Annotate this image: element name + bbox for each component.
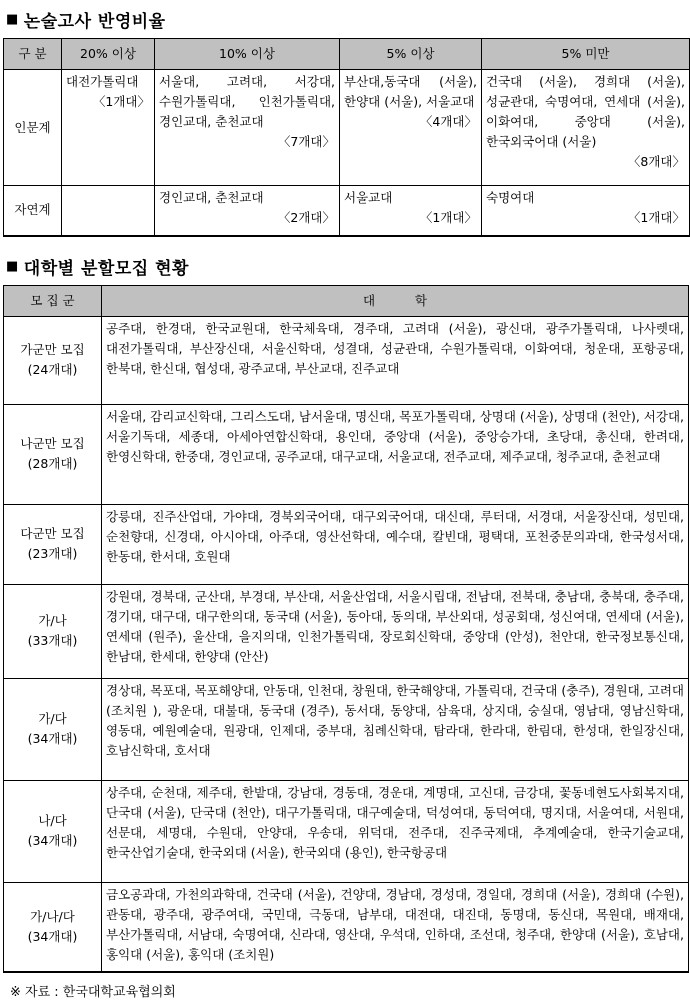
table-row-sciences <box>4 186 690 236</box>
recruit-group-cell <box>4 316 102 404</box>
cell-humanities-10pct <box>155 70 340 186</box>
recruit-group-cell <box>4 882 102 972</box>
col-header-20pct: 20% 이상 <box>62 39 155 70</box>
group-count: (23개대) <box>27 546 78 561</box>
recruit-group-cell <box>4 504 102 584</box>
universities-cell: 강원대, 경북대, 군산대, 부경대, 부산대, 서울산업대, 서울시립대, 전남대, 전북대, 충남대, 충북대, 충주대, 경기대, 대구대, 대구한의대, 동국대 (서울), 동아대, 동의대, 부산외대, 성공회대, 성신여대, 연세대 (서울), 연세대 (원주), 울산대, 을지의대, 인천가톨릭대, 장로회신학대, 중앙대 (안성), 천안대, 한국정보통신대, 한남대, 한세대, 한양대 (안산) <box>102 584 689 678</box>
university-count: 〈1개대〉 <box>627 210 685 225</box>
cell-humanities-20pct <box>62 70 155 186</box>
col-header-5pct-under: 5% 미만 <box>482 39 690 70</box>
split-recruitment-table <box>3 285 689 974</box>
table-row-humanities <box>4 70 690 186</box>
col-header-5pct-over: 5% 이상 <box>340 39 482 70</box>
section2-title-text: 대학별 분할모집 현황 <box>23 258 189 279</box>
cell-sciences-20pct <box>62 186 155 236</box>
source-note: ※ 자료 : 한국대학교육협의회 <box>10 985 176 1000</box>
group-count: (33개대) <box>27 633 78 648</box>
group-count: (34개대) <box>27 833 78 848</box>
recruit-group-cell <box>4 584 102 678</box>
section-spacer <box>2 237 688 251</box>
university-count: 〈1개대〉 <box>419 210 477 225</box>
universities-cell: 공주대, 한경대, 한국교원대, 한국체육대, 경주대, 고려대 (서울), 광신대, 광주가톨릭대, 나사렛대, 대전가톨릭대, 부산장신대, 서울신학대, 성결대, 성균관대, 수원가톨릭대, 이화여대, 청운대, 포항공대, 한북대, 한신대, 협성대, 광주교대, 부산교대, 진주교대 <box>102 316 689 404</box>
square-bullet-icon: ■ <box>6 258 19 274</box>
group-name: 다군만 모집 <box>20 526 85 541</box>
recruit-group-cell <box>4 780 102 882</box>
row-label-sciences: 자연계 <box>4 186 62 236</box>
university-count: 〈7개대〉 <box>277 134 335 149</box>
university-list: 서울교대 <box>344 190 393 205</box>
group-count: (34개대) <box>27 731 78 746</box>
university-list: 부산대,동국대 (서울), 한양대 (서울), 서울교대 <box>344 74 477 109</box>
essay-ratio-table <box>3 38 690 237</box>
group-name: 가/나 <box>38 613 67 628</box>
group-name: 나/다 <box>38 813 67 828</box>
table-row-ga-na-da <box>4 882 689 972</box>
col-header-category: 구 분 <box>4 39 62 70</box>
group-name: 가/나/다 <box>30 908 75 924</box>
table-row-ga-only <box>4 316 689 404</box>
university-list: 건국대 (서울), 경희대 (서울), 성균관대, 숙명여대, 연세대 (서울), 이화여대, 중앙대 (서울), 한국외국어대 (서울) <box>486 74 685 149</box>
row-label-humanities: 인문계 <box>4 70 62 186</box>
university-count: 〈4개대〉 <box>419 114 477 129</box>
table-row-ga-da <box>4 678 689 780</box>
essay-ratio-header-row <box>4 39 690 70</box>
university-count: 〈2개대〉 <box>277 210 335 225</box>
section-title-essay-ratio <box>6 7 688 32</box>
university-list: 대전가톨릭대 <box>66 74 139 89</box>
universities-cell: 금오공과대, 가천의과학대, 건국대 (서울), 건양대, 경남대, 경성대, 경일대, 경희대 (서울), 경희대 (수원), 관동대, 광주대, 광주여대, 국민대, 극동대, 남부대, 대전대, 대진대, 동명대, 동신대, 목원대, 배재대, 부산가톨릭대, 서남대, 숙명여대, 신라대, 영산대, 우석대, 인하대, 조선대, 청주대, 한양대 (서울), 호남대, 홍익대 (서울), 홍익대 (조치원) <box>102 882 689 972</box>
cell-sciences-5pct-under <box>482 186 690 236</box>
split-recruitment-header-row <box>4 285 689 316</box>
col-header-group: 모 집 군 <box>4 285 102 316</box>
table-row-da-only <box>4 504 689 584</box>
table-row-ga-na <box>4 584 689 678</box>
university-list: 숙명여대 <box>486 190 535 205</box>
recruit-group-cell <box>4 404 102 504</box>
university-list: 서울대, 고려대, 서강대, 수원가톨릭대, 인천가톨릭대, 경인교대, 춘천교대 <box>159 74 335 129</box>
group-count: (34개대) <box>27 928 78 944</box>
group-name: 나군만 모집 <box>20 436 85 451</box>
cell-sciences-5pct-over <box>340 186 482 236</box>
square-bullet-icon: ■ <box>6 12 19 27</box>
universities-cell: 서울대, 감리교신학대, 그리스도대, 남서울대, 명신대, 목포가톨릭대, 상명대 (서울), 상명대 (천안), 서강대, 서울기독대, 세종대, 아세아연합신학대, 용인대, 중앙대 (서울), 중앙승가대, 초당대, 총신대, 한려대, 한영신학대, 한중대, 경인교대, 공주교대, 대구교대, 서울교대, 전주교대, 제주교대, 청주교대, 춘천교대 <box>102 404 689 504</box>
group-count: (24개대) <box>27 362 78 377</box>
table-row-na-da <box>4 780 689 882</box>
cell-humanities-5pct-over <box>340 70 482 186</box>
recruit-group-cell <box>4 678 102 780</box>
universities-cell: 강릉대, 진주산업대, 가야대, 경북외국어대, 대구외국어대, 대신대, 루터대, 서경대, 서울장신대, 성민대, 순천향대, 신경대, 아시아대, 아주대, 영산선학대, 예수대, 칼빈대, 평택대, 포천중문의과대, 한국성서대, 한동대, 한서대, 호원대 <box>102 504 689 584</box>
university-count: 〈1개대〉 <box>92 94 150 109</box>
university-count: 〈8개대〉 <box>627 154 685 169</box>
group-count: (28개대) <box>27 456 78 471</box>
universities-cell: 경상대, 목포대, 목포해양대, 안동대, 인천대, 창원대, 한국해양대, 가톨릭대, 건국대 (충주), 경원대, 고려대(조치원 ), 광운대, 대불대, 동국대 (경주), 동서대, 동양대, 삼육대, 상지대, 숭실대, 영남대, 영남신학대, 영동대, 예원예술대, 원광대, 인제대, 중부대, 침례신학대, 탐라대, 한라대, 한림대, 한성대, 한일장신대, 호남신학대, 호서대 <box>102 678 689 780</box>
university-list: 경인교대, 춘천교대 <box>159 190 264 205</box>
cell-sciences-10pct <box>155 186 340 236</box>
col-header-10pct: 10% 이상 <box>155 39 340 70</box>
table-row-na-only <box>4 404 689 504</box>
section1-title-text: 논술고사 반영비율 <box>23 12 166 32</box>
section-title-split-recruitment <box>6 254 688 279</box>
group-name: 가/다 <box>38 711 67 726</box>
universities-cell: 상주대, 순천대, 제주대, 한밭대, 강남대, 경동대, 경운대, 계명대, 고신대, 금강대, 꽃동네현도사회복지대, 단국대 (서울), 단국대 (천안), 대구가톨릭대, 대구예술대, 덕성여대, 동덕여대, 명지대, 서울여대, 서원대, 선문대, 세명대, 수원대, 안양대, 우송대, 위덕대, 전주대, 진주국제대, 추계예술대, 한국기술교대, 한국산업기술대, 한국외대 (서울), 한국외대 (용인), 한국항공대 <box>102 780 689 882</box>
col-header-university: 대 학 <box>102 285 689 316</box>
cell-humanities-5pct-under <box>482 70 690 186</box>
group-name: 가군만 모집 <box>20 342 85 357</box>
